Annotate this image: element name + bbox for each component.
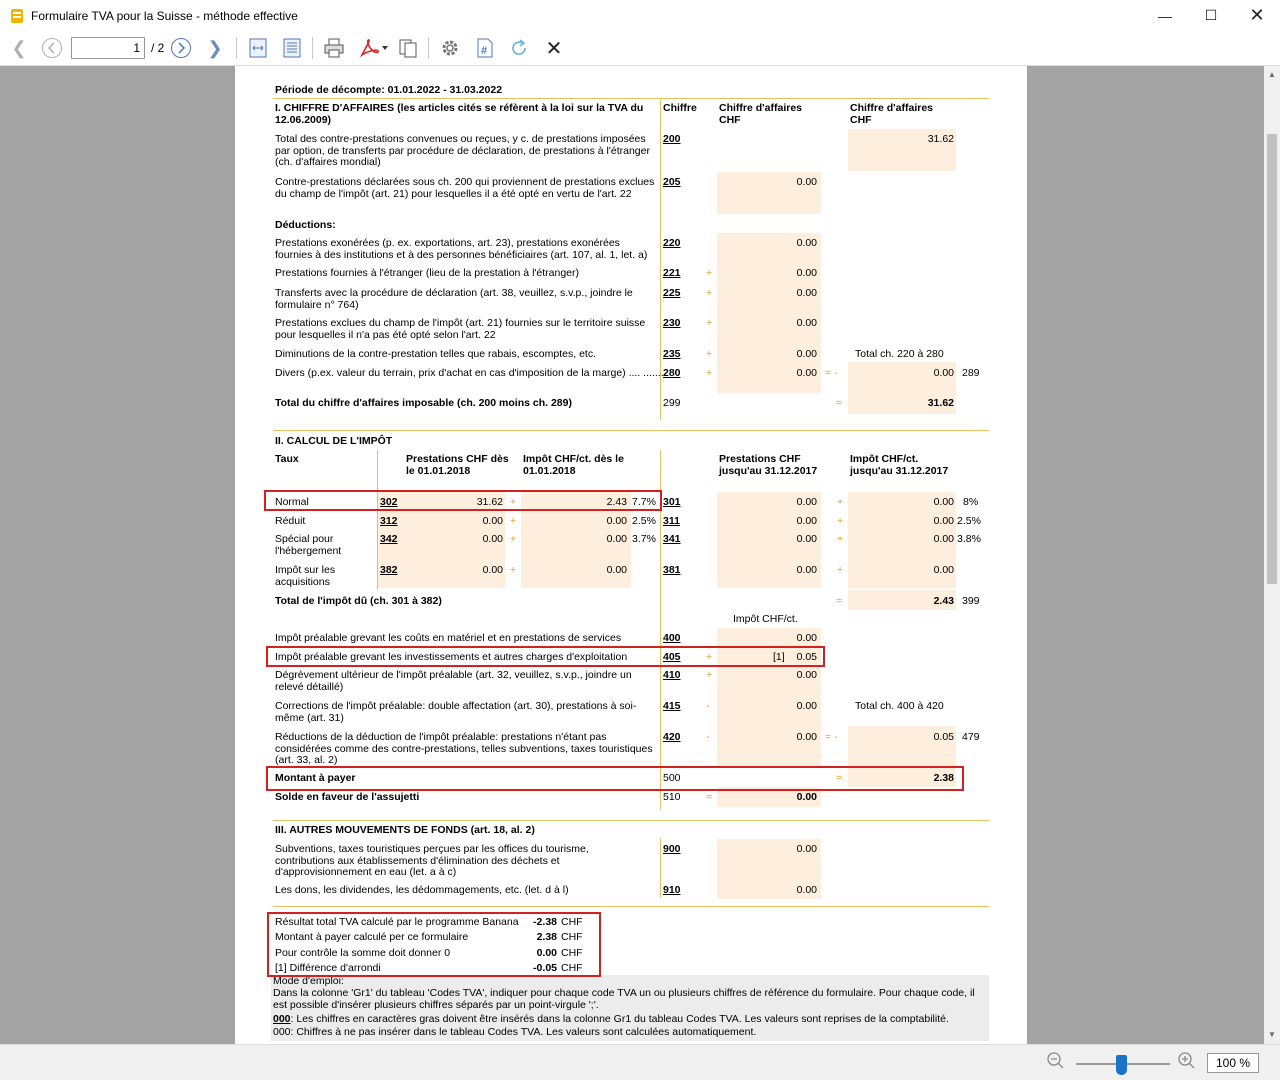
summary-control-label: Pour contrôle la somme doit donner 0: [275, 947, 451, 959]
row-205-code: 205: [663, 176, 681, 188]
help-paragraph-2: : Les chiffres en caractères gras doivent être insérés dans la colonne Gr1 du tableau Codes TVA. Les valeurs sont reprises de la comptabilité.: [290, 1013, 949, 1025]
equals-sign: =: [836, 772, 843, 784]
row-510-code: 510: [663, 791, 681, 803]
zoom-slider-handle[interactable]: [1116, 1055, 1127, 1075]
row-510-value: 0.00: [796, 791, 817, 803]
row-900-value: 0.00: [796, 843, 817, 855]
row-500-value: 2.38: [933, 772, 954, 784]
rate-special-label: Spécial pour l'hébergement: [275, 533, 342, 557]
row-420-code: 420: [663, 731, 681, 743]
row-400-value: 0.00: [796, 632, 817, 644]
rate-normal-pct-1: 7.7%: [632, 496, 656, 508]
plus-sign: +: [837, 533, 844, 545]
row-205-text: Contre-prestations déclarées sous ch. 200 qui proviennent de prestations exclues du champ de l'impôt (art. 21) pour lesquelles il a été opté en vertu de l'art. 22: [275, 176, 655, 200]
plus-sign: +: [510, 496, 517, 508]
summary-rounding-label: [1] Différence d'arrondi: [275, 962, 381, 974]
rate-acquisitions-value-1: 0.00: [482, 564, 503, 576]
row-500-code: 500: [663, 772, 681, 784]
page-total: / 2: [151, 41, 165, 55]
plus-sign: +: [706, 267, 713, 279]
summary-rounding-cur: CHF: [561, 962, 583, 974]
toolbar: [0, 31, 1280, 66]
last-page-icon[interactable]: ❯: [207, 37, 223, 58]
row-910-code: 910: [663, 884, 681, 896]
row-399-value: 2.43: [933, 595, 954, 607]
row-280-code: 280: [663, 367, 681, 379]
row-405-note: [1]: [773, 651, 785, 663]
rate-special-code-2: 341: [663, 533, 681, 545]
pdf-export-icon[interactable]: [356, 36, 390, 60]
fit-page-icon[interactable]: [279, 36, 305, 60]
help-title: Mode d'emploi:: [273, 975, 344, 987]
row-400-text: Impôt préalable grevant les coûts en matériel et en prestations de services: [275, 632, 622, 644]
summary-total-value: -2.38: [533, 916, 557, 928]
minus-sign: -: [706, 700, 710, 712]
period-label: Période de décompte: 01.01.2022 - 31.03.2022: [275, 84, 503, 96]
row-410-code: 410: [663, 669, 681, 681]
row-399-text: Total de l'impôt dû (ch. 301 à 382): [275, 595, 442, 607]
help-paragraph-1: Dans la colonne 'Gr1' du tableau 'Codes TVA', indiquer pour chaque code TVA un ou plusieurs chiffres de référence du formulaire. Pour chaque code, il est possible d'insérer plusieurs chiffres séparés par un point-virgule ';'.: [273, 987, 975, 1011]
plus-sign: +: [510, 533, 517, 545]
plus-sign: +: [510, 515, 517, 527]
zoom-in-icon[interactable]: [1177, 1051, 1197, 1074]
row-200-code: 200: [663, 133, 681, 145]
help-panel: [271, 975, 989, 1041]
summary-form-value: 2.38: [536, 931, 557, 943]
impot-chf-header: Impôt CHF/ct.: [733, 613, 798, 625]
rate-special-value-4: 0.00: [933, 533, 954, 545]
row-410-value: 0.00: [796, 669, 817, 681]
row-205-value: 0.00: [796, 176, 817, 188]
row-220-code: 220: [663, 237, 681, 249]
rate-reduit-pct-2: 2.5%: [957, 515, 981, 527]
vertical-scrollbar[interactable]: [1264, 66, 1280, 1044]
window-title: Formulaire TVA pour la Suisse - méthode effective: [31, 8, 298, 23]
plus-sign: +: [706, 367, 713, 379]
rate-acquisitions-value-2: 0.00: [606, 564, 627, 576]
row-299-text: Total du chiffre d'affaires imposable (ch. 200 moins ch. 289): [275, 397, 572, 409]
next-page-icon[interactable]: [169, 36, 193, 60]
row-410-text: Dégrèvement ultérieur de l'impôt préalable (art. 32, veuillez, s.v.p., joindre un relevé détaillé): [275, 669, 632, 693]
equals-sign: =: [836, 397, 843, 409]
highlight-row-405: [266, 646, 825, 667]
rate-reduit-value-3: 0.00: [796, 515, 817, 527]
banana-app-icon: [11, 9, 23, 23]
row-200-value: 31.62: [927, 133, 954, 145]
rate-normal-code-2: 301: [663, 496, 681, 508]
plus-sign: +: [837, 515, 844, 527]
plus-sign: +: [706, 317, 713, 329]
row-280-value: 0.00: [796, 367, 817, 379]
refresh-icon[interactable]: [506, 36, 532, 60]
scroll-up-icon[interactable]: ▲: [1268, 70, 1276, 79]
rate-reduit-code-1: 312: [380, 515, 398, 527]
row-230-code: 230: [663, 317, 681, 329]
scroll-down-icon[interactable]: ▼: [1268, 1030, 1276, 1039]
row-900-code: 900: [663, 843, 681, 855]
rate-acquisitions-label: Impôt sur les acquisitions: [275, 564, 336, 588]
row-405-text: Impôt préalable grevant les investissements et autres charges d'exploitation: [275, 651, 628, 663]
rate-special-value-2: 0.00: [606, 533, 627, 545]
plus-sign: +: [837, 564, 844, 576]
summary-form-cur: CHF: [561, 931, 583, 943]
row-235-value: 0.00: [796, 348, 817, 360]
rate-special-value-3: 0.00: [796, 533, 817, 545]
help-paragraph-3: 000: Chiffres à ne pas insérer dans le tableau Codes TVA. Les valeurs sont calculées automatiquement.: [273, 1026, 757, 1038]
row-900-text: Subventions, taxes touristiques perçues par les offices du tourisme, contributions aux établissements d'élimination des déchets et d'approvisionnement en eau (let. a à c): [275, 843, 589, 878]
zoom-level-field[interactable]: 100 %: [1207, 1053, 1259, 1073]
equals-minus-sign: = -: [825, 367, 838, 379]
close-preview-icon[interactable]: ✕: [545, 37, 563, 60]
rate-normal-value-2: 2.43: [606, 496, 627, 508]
fit-width-icon[interactable]: [245, 36, 271, 60]
rate-special-code-1: 342: [380, 533, 398, 545]
copy-icon[interactable]: [395, 36, 421, 60]
header-prestations-2017: Prestations CHF jusqu'au 31.12.2017: [719, 453, 818, 477]
minus-sign: -: [706, 731, 710, 743]
section-1-title: I. CHIFFRE D'AFFAIRES (les articles cités se réfèrent à la loi sur la TVA du 12.06.2009): [275, 102, 644, 126]
row-910-text: Les dons, les dividendes, les dédommagements, etc. (let. d à l): [275, 884, 569, 896]
header-ca-1: Chiffre d'affaires CHF: [719, 102, 803, 126]
row-280-text: Divers (p.ex. valeur du terrain, prix d'achat en cas d'imposition de la marge) .... ........: [275, 367, 667, 379]
close-window-icon[interactable]: ✕: [1249, 5, 1265, 25]
plus-sign: +: [706, 651, 713, 663]
row-299-value: 31.62: [927, 397, 954, 409]
row-420-value: 0.00: [796, 731, 817, 743]
rate-normal-label: Normal: [275, 496, 309, 508]
row-399-code: 399: [962, 595, 980, 607]
row-415-total-label: Total ch. 400 à 420: [855, 700, 944, 712]
rate-reduit-pct-1: 2.5%: [632, 515, 656, 527]
status-bar: [0, 1044, 1280, 1080]
plus-sign: +: [706, 287, 713, 299]
summary-form-label: Montant à payer calculé per ce formulaire: [275, 931, 469, 943]
plus-sign: +: [510, 564, 517, 576]
row-420-text: Réductions de la déduction de l'impôt préalable: prestations n'étant pas considérées comme des contre-prestations, telles subventions, taxes touristiques (art. 33, al. 2): [275, 731, 653, 766]
row-479-value: 0.05: [933, 731, 954, 743]
document-viewer[interactable]: [0, 66, 1264, 1044]
summary-total-cur: CHF: [561, 916, 583, 928]
rate-acquisitions-value-3: 0.00: [796, 564, 817, 576]
row-235-text: Diminutions de la contre-prestation telles que rabais, escomptes, etc.: [275, 348, 596, 360]
settings-gear-icon[interactable]: [437, 36, 463, 60]
rate-special-pct-1: 3.7%: [632, 533, 656, 545]
section-3-title: III. AUTRES MOUVEMENTS DE FONDS (art. 18, al. 2): [275, 824, 535, 836]
highlight-row-500: [266, 766, 964, 791]
row-221-code: 221: [663, 267, 681, 279]
page-numbering-icon[interactable]: [472, 36, 498, 60]
row-479-code: 479: [962, 731, 980, 743]
row-400-code: 400: [663, 632, 681, 644]
row-415-code: 415: [663, 700, 681, 712]
header-prestations-2018: Prestations CHF dès le 01.01.2018: [406, 453, 509, 477]
summary-rounding-value: -0.05: [533, 962, 557, 974]
row-289-code: 289: [962, 367, 980, 379]
row-235-total-label: Total ch. 220 à 280: [855, 348, 944, 360]
header-impot-2018: Impôt CHF/ct. dès le 01.01.2018: [523, 453, 624, 477]
scrollbar-thumb[interactable]: [1267, 134, 1277, 584]
header-impot-2017: Impôt CHF/ct. jusqu'au 31.12.2017: [850, 453, 949, 477]
row-225-value: 0.00: [796, 287, 817, 299]
print-icon[interactable]: [321, 36, 347, 60]
rate-acquisitions-code-2: 381: [663, 564, 681, 576]
summary-control-value: 0.00: [536, 947, 557, 959]
svg-text:#: #: [481, 45, 488, 57]
row-415-text: Corrections de l'impôt préalable: double affectation (art. 30), prestations à soi-même (art. 31): [275, 700, 637, 724]
header-chiffre: Chiffre: [663, 102, 697, 114]
row-289-value: 0.00: [933, 367, 954, 379]
rate-normal-pct-2: 8%: [963, 496, 979, 508]
vat-form-page: [235, 66, 1027, 1044]
help-bold-code: 000: [273, 1013, 291, 1025]
row-415-value: 0.00: [796, 700, 817, 712]
rate-normal-value-3: 0.00: [796, 496, 817, 508]
rate-special-pct-2: 3.8%: [957, 533, 981, 545]
zoom-out-icon[interactable]: [1046, 1051, 1066, 1074]
plus-sign: +: [837, 496, 844, 508]
equals-minus-sign: = -: [825, 731, 838, 743]
minimize-icon[interactable]: —: [1158, 7, 1172, 24]
row-200-text: Total des contre-prestations convenues ou reçues, y c. de prestations imposées par option, de transferts par procédure de déclaration, de prestations à l'étranger (ch. d'affaires mondial): [275, 133, 650, 168]
summary-control-cur: CHF: [561, 947, 583, 959]
title-bar: [0, 0, 1280, 31]
previous-page-icon[interactable]: [40, 36, 64, 60]
row-221-text: Prestations fournies à l'étranger (lieu de la prestation à l'étranger): [275, 267, 580, 279]
row-230-text: Prestations exclues du champ de l'impôt (art. 21) fournies sur le territoire suisse pour lesquelles il n'a pas été opté selon l'art. 22: [275, 317, 646, 341]
maximize-icon[interactable]: ☐: [1204, 7, 1218, 23]
row-225-text: Transferts avec la procédure de déclaration (art. 38, veuillez, s.v.p., joindre le formulaire n° 764): [275, 287, 633, 311]
rate-acquisitions-value-4: 0.00: [933, 564, 954, 576]
row-405-code: 405: [663, 651, 681, 663]
equals-sign: =: [706, 791, 713, 803]
row-225-code: 225: [663, 287, 681, 299]
row-500-text: Montant à payer: [275, 772, 356, 784]
row-510-text: Solde en faveur de l'assujetti: [275, 791, 420, 803]
rate-special-value-1: 0.00: [482, 533, 503, 545]
row-405-value: 0.05: [796, 651, 817, 663]
row-221-value: 0.00: [796, 267, 817, 279]
row-220-text: Prestations exonérées (p. ex. exportations, art. 23), prestations exonérées fournies à des institutions et à des personnes bénéficiaires (art. 107, al. 1, let. a): [275, 237, 648, 261]
rate-reduit-label: Réduit: [275, 515, 306, 527]
row-230-value: 0.00: [796, 317, 817, 329]
highlight-normal-rate: [264, 490, 662, 511]
rate-normal-value-1: 31.62: [476, 496, 503, 508]
equals-sign: =: [836, 595, 843, 607]
rate-reduit-value-4: 0.00: [933, 515, 954, 527]
rate-normal-value-4: 0.00: [933, 496, 954, 508]
row-220-value: 0.00: [796, 237, 817, 249]
plus-sign: +: [706, 348, 713, 360]
rate-acquisitions-code-1: 382: [380, 564, 398, 576]
row-235-code: 235: [663, 348, 681, 360]
rate-reduit-value-2: 0.00: [606, 515, 627, 527]
header-ca-2: Chiffre d'affaires CHF: [850, 102, 934, 126]
rate-normal-code-1: 302: [380, 496, 398, 508]
plus-sign: +: [706, 669, 713, 681]
taux-label: Taux: [275, 453, 299, 465]
row-299-code: 299: [663, 397, 681, 409]
first-page-icon[interactable]: ❮: [11, 37, 27, 58]
row-910-value: 0.00: [796, 884, 817, 896]
deductions-label: Déductions:: [275, 219, 336, 231]
highlight-summary: [267, 912, 601, 977]
summary-total-label: Résultat total TVA calculé par le programme Banana: [275, 916, 519, 928]
rate-reduit-value-1: 0.00: [482, 515, 503, 527]
page-number-input[interactable]: 1: [71, 37, 145, 59]
rate-reduit-code-2: 311: [663, 515, 680, 527]
section-2-title: II. CALCUL DE L'IMPÔT: [275, 435, 393, 447]
